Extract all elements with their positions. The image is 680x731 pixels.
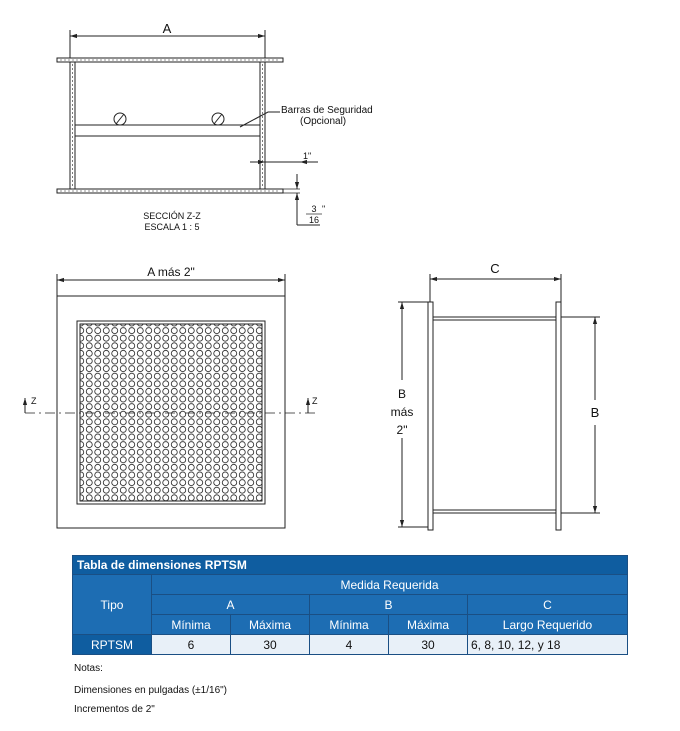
front-view [25,274,315,528]
row-b-min: 4 [310,635,389,655]
tipo-header: Tipo [73,575,152,635]
security-bars-optional: (Opcional) [300,116,347,127]
col-b-header: B [310,595,468,615]
side-dim-b-left: B [397,387,407,401]
side-flange-right [556,302,561,530]
perforated-grille [80,324,262,501]
col-c-header: C [468,595,628,615]
row-tipo: RPTSM [73,635,152,655]
dim-a-label: A [162,21,172,36]
z-marker-right: Z [312,396,318,406]
z-marker-left: Z [31,396,37,406]
side-dim-b-right: B [590,405,600,420]
side-dim-two-inch: 2" [396,423,408,437]
a-max-header: Máxima [231,615,310,635]
medida-header: Medida Requerida [152,575,628,595]
a-min-header: Mínima [152,615,231,635]
dim-frac-numerator: 3 [311,204,317,214]
notes-title: Notas: [74,663,103,674]
section-caption-title: SECCIÓN Z-Z [143,211,201,221]
notes-line-2: Incrementos de 2" [74,704,155,715]
row-a-max: 30 [231,635,310,655]
side-dim-mas: más [390,405,414,419]
section-view [57,30,320,225]
side-flange-left [428,302,433,530]
side-view [398,274,600,530]
security-bar [75,125,260,136]
dimensions-table [72,555,628,655]
dim-c-label: C [490,261,500,276]
row-b-max: 30 [389,635,468,655]
row-c: 6, 8, 10, 12, y 18 [468,635,628,655]
dim-one-inch: 1" [303,151,312,161]
notes-line-1: Dimensiones en pulgadas (±1/16") [74,685,228,696]
c-sub-header: Largo Requerido [468,615,628,635]
col-a-header: A [152,595,310,615]
table-title: Tabla de dimensiones RPTSM [73,556,628,575]
table-row [73,635,628,655]
dim-frac-denominator: 16 [308,215,320,225]
dim-frac-unit: " [322,204,326,214]
b-min-header: Mínima [310,615,389,635]
row-a-min: 6 [152,635,231,655]
security-bars-label: Barras de Seguridad [281,105,373,116]
section-caption-scale: ESCALA 1 : 5 [144,222,200,232]
b-max-header: Máxima [389,615,468,635]
dim-width-label: A más 2" [147,265,195,279]
